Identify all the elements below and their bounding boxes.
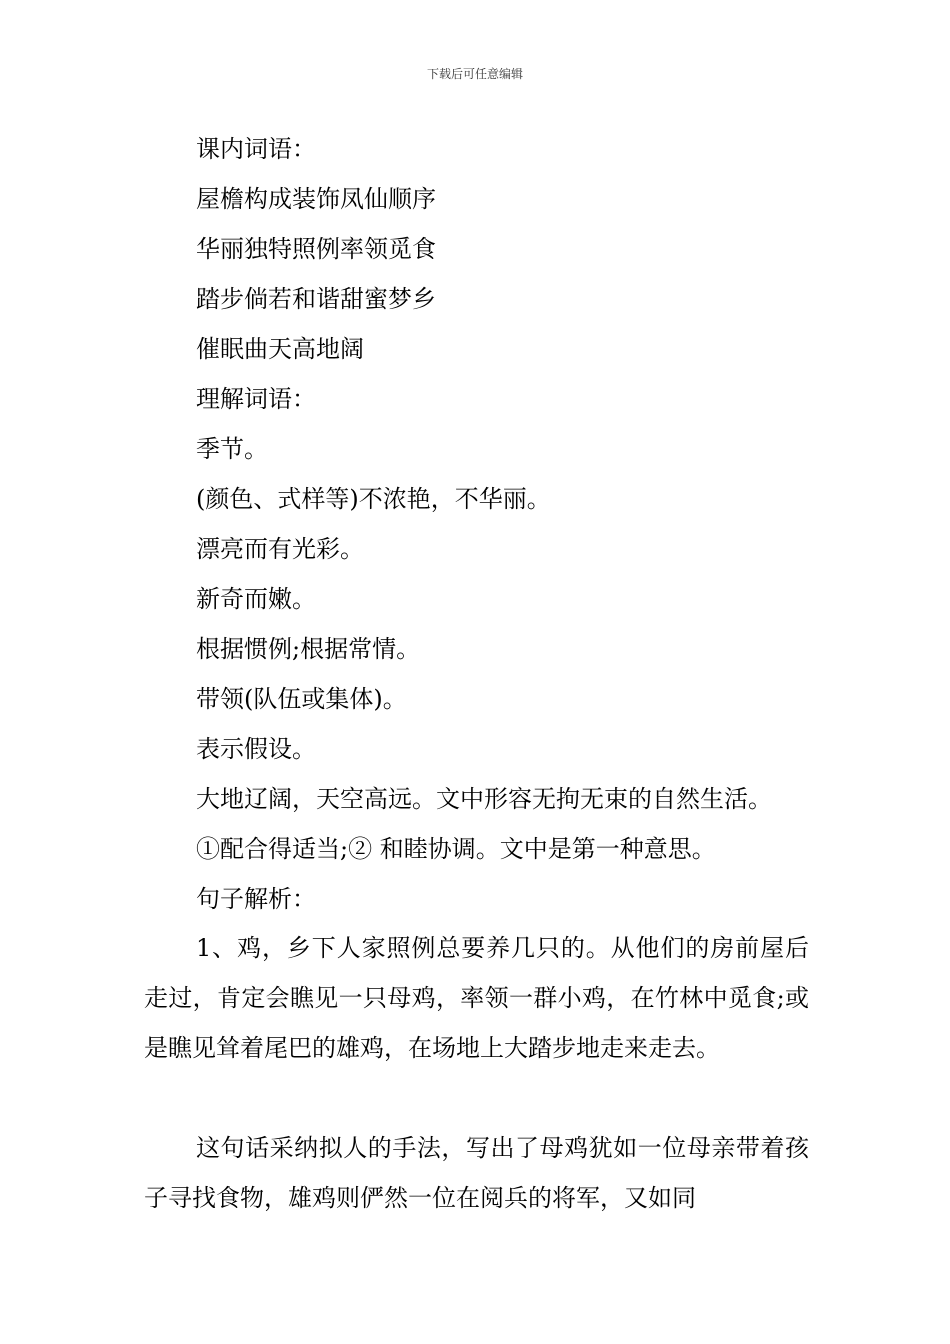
text-line: 踏步倘若和谐甜蜜梦乡 — [196, 285, 436, 313]
text-line: 大地辽阔，天空高远。文中形容无拘无束的自然生活。 — [196, 785, 772, 813]
text-line: 句子解析： — [196, 885, 316, 913]
page-header: 下载后可任意编辑 — [426, 67, 523, 81]
paragraph: 这句话采纳拟人的手法，写出了母鸡犹如一位母亲带着孩子寻找食物，雄鸡则俨然一位在阅兵的将军，又如同 — [144, 1134, 809, 1212]
text-line: 表示假设。 — [196, 735, 316, 763]
text-line: 新奇而嫩。 — [196, 585, 316, 613]
text-line: 华丽独特照例率领觅食 — [196, 235, 436, 263]
text-line: 屋檐构成装饰凤仙顺序 — [196, 185, 436, 213]
text-line: ①配合得适当;② 和睦协调。文中是第一种意思。 — [196, 835, 716, 863]
text-line: 理解词语： — [196, 385, 316, 413]
paragraph: 1、鸡，乡下人家照例总要养几只的。从他们的房前屋后走过，肯定会瞧见一只母鸡，率领一群小鸡，在竹林中觅食;或是瞧见耸着尾巴的雄鸡，在场地上大踏步地走来走去。 — [144, 934, 809, 1062]
text-line: 催眠曲天高地阔 — [196, 335, 364, 363]
text-line: 季节。 — [196, 435, 268, 463]
text-line: 漂亮而有光彩。 — [196, 535, 364, 563]
text-line: 根据惯例;根据常情。 — [196, 635, 421, 663]
text-line: 课内词语： — [196, 135, 316, 163]
text-line: (颜色、式样等)不浓艳，不华丽。 — [196, 485, 551, 513]
text-line: 带领(队伍或集体)。 — [196, 685, 407, 713]
